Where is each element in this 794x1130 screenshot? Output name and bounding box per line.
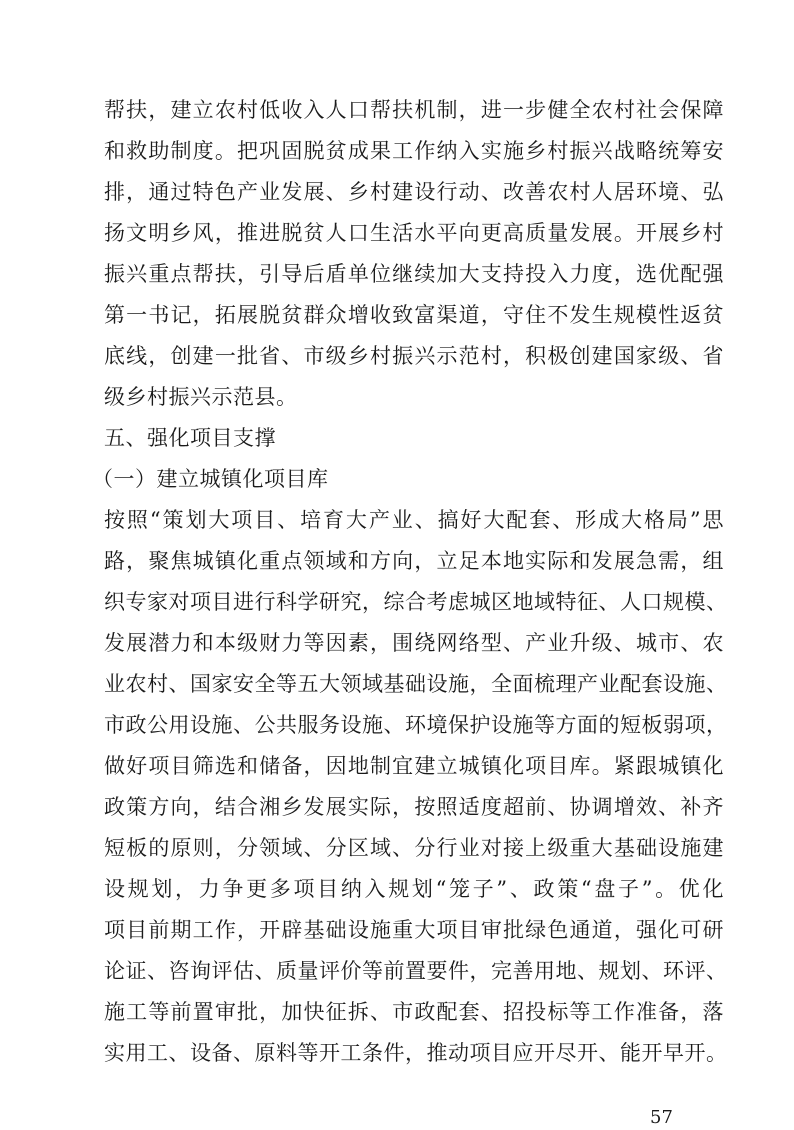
text-line: 排，通过特色产业发展、乡村建设行动、改善农村人居环境、弘 bbox=[104, 180, 724, 204]
text-line: 做好项目筛选和储备，因地制宜建立城镇化项目库。紧跟城镇化 bbox=[104, 754, 724, 778]
text-line: 施工等前置审批，加快征拆、市政配套、招投标等工作准备，落 bbox=[104, 1000, 724, 1024]
text-line: 扬文明乡风，推进脱贫人口生活水平向更高质量发展。开展乡村 bbox=[104, 221, 724, 245]
text-line: 政策方向，结合湘乡发展实际，按照适度超前、协调增效、补齐 bbox=[104, 795, 724, 819]
text-line: 帮扶，建立农村低收入人口帮扶机制，进一步健全农村社会保障 bbox=[104, 98, 724, 122]
text-line: 第一书记，拓展脱贫群众增收致富渠道，守住不发生规模性返贫 bbox=[104, 303, 724, 327]
subsection-heading: （一）建立城镇化项目库 bbox=[92, 467, 329, 491]
text-line: 振兴重点帮扶，引导后盾单位继续加大支持投入力度，选优配强 bbox=[104, 262, 724, 286]
section-heading: 五、强化项目支撑 bbox=[104, 426, 276, 450]
text-line: 织专家对项目进行科学研究，综合考虑城区地域特征、人口规模、 bbox=[104, 590, 728, 614]
text-line: 发展潜力和本级财力等因素，围绕网络型、产业升级、城市、农 bbox=[104, 631, 724, 655]
text-line: 按照“策划大项目、培育大产业、搞好大配套、形成大格局”思 bbox=[104, 508, 724, 532]
text-line: 和救助制度。把巩固脱贫成果工作纳入实施乡村振兴战略统筹安 bbox=[104, 139, 724, 163]
text-line: 设规划，力争更多项目纳入规划“笼子”、政策“盘子”。优化 bbox=[104, 877, 724, 901]
text-line: 业农村、国家安全等五大领域基础设施，全面梳理产业配套设施、 bbox=[104, 672, 728, 696]
text-line: 底线，创建一批省、市级乡村振兴示范村，积极创建国家级、省 bbox=[104, 344, 724, 368]
text-line: 市政公用设施、公共服务设施、环境保护设施等方面的短板弱项， bbox=[104, 713, 728, 737]
text-line: 级乡村振兴示范县。 bbox=[104, 385, 298, 409]
text-line: 短板的原则，分领域、分区域、分行业对接上级重大基础设施建 bbox=[104, 836, 724, 860]
text-line: 论证、咨询评估、质量评价等前置要件，完善用地、规划、环评、 bbox=[104, 959, 728, 983]
text-line: 项目前期工作，开辟基础设施重大项目审批绿色通道，强化可研 bbox=[104, 918, 724, 942]
text-line: 实用工、设备、原料等开工条件，推动项目应开尽开、能开早开。 bbox=[104, 1041, 728, 1065]
page-number: 57 bbox=[650, 1107, 673, 1128]
text-line: 路，聚焦城镇化重点领域和方向，立足本地实际和发展急需，组 bbox=[104, 549, 724, 573]
